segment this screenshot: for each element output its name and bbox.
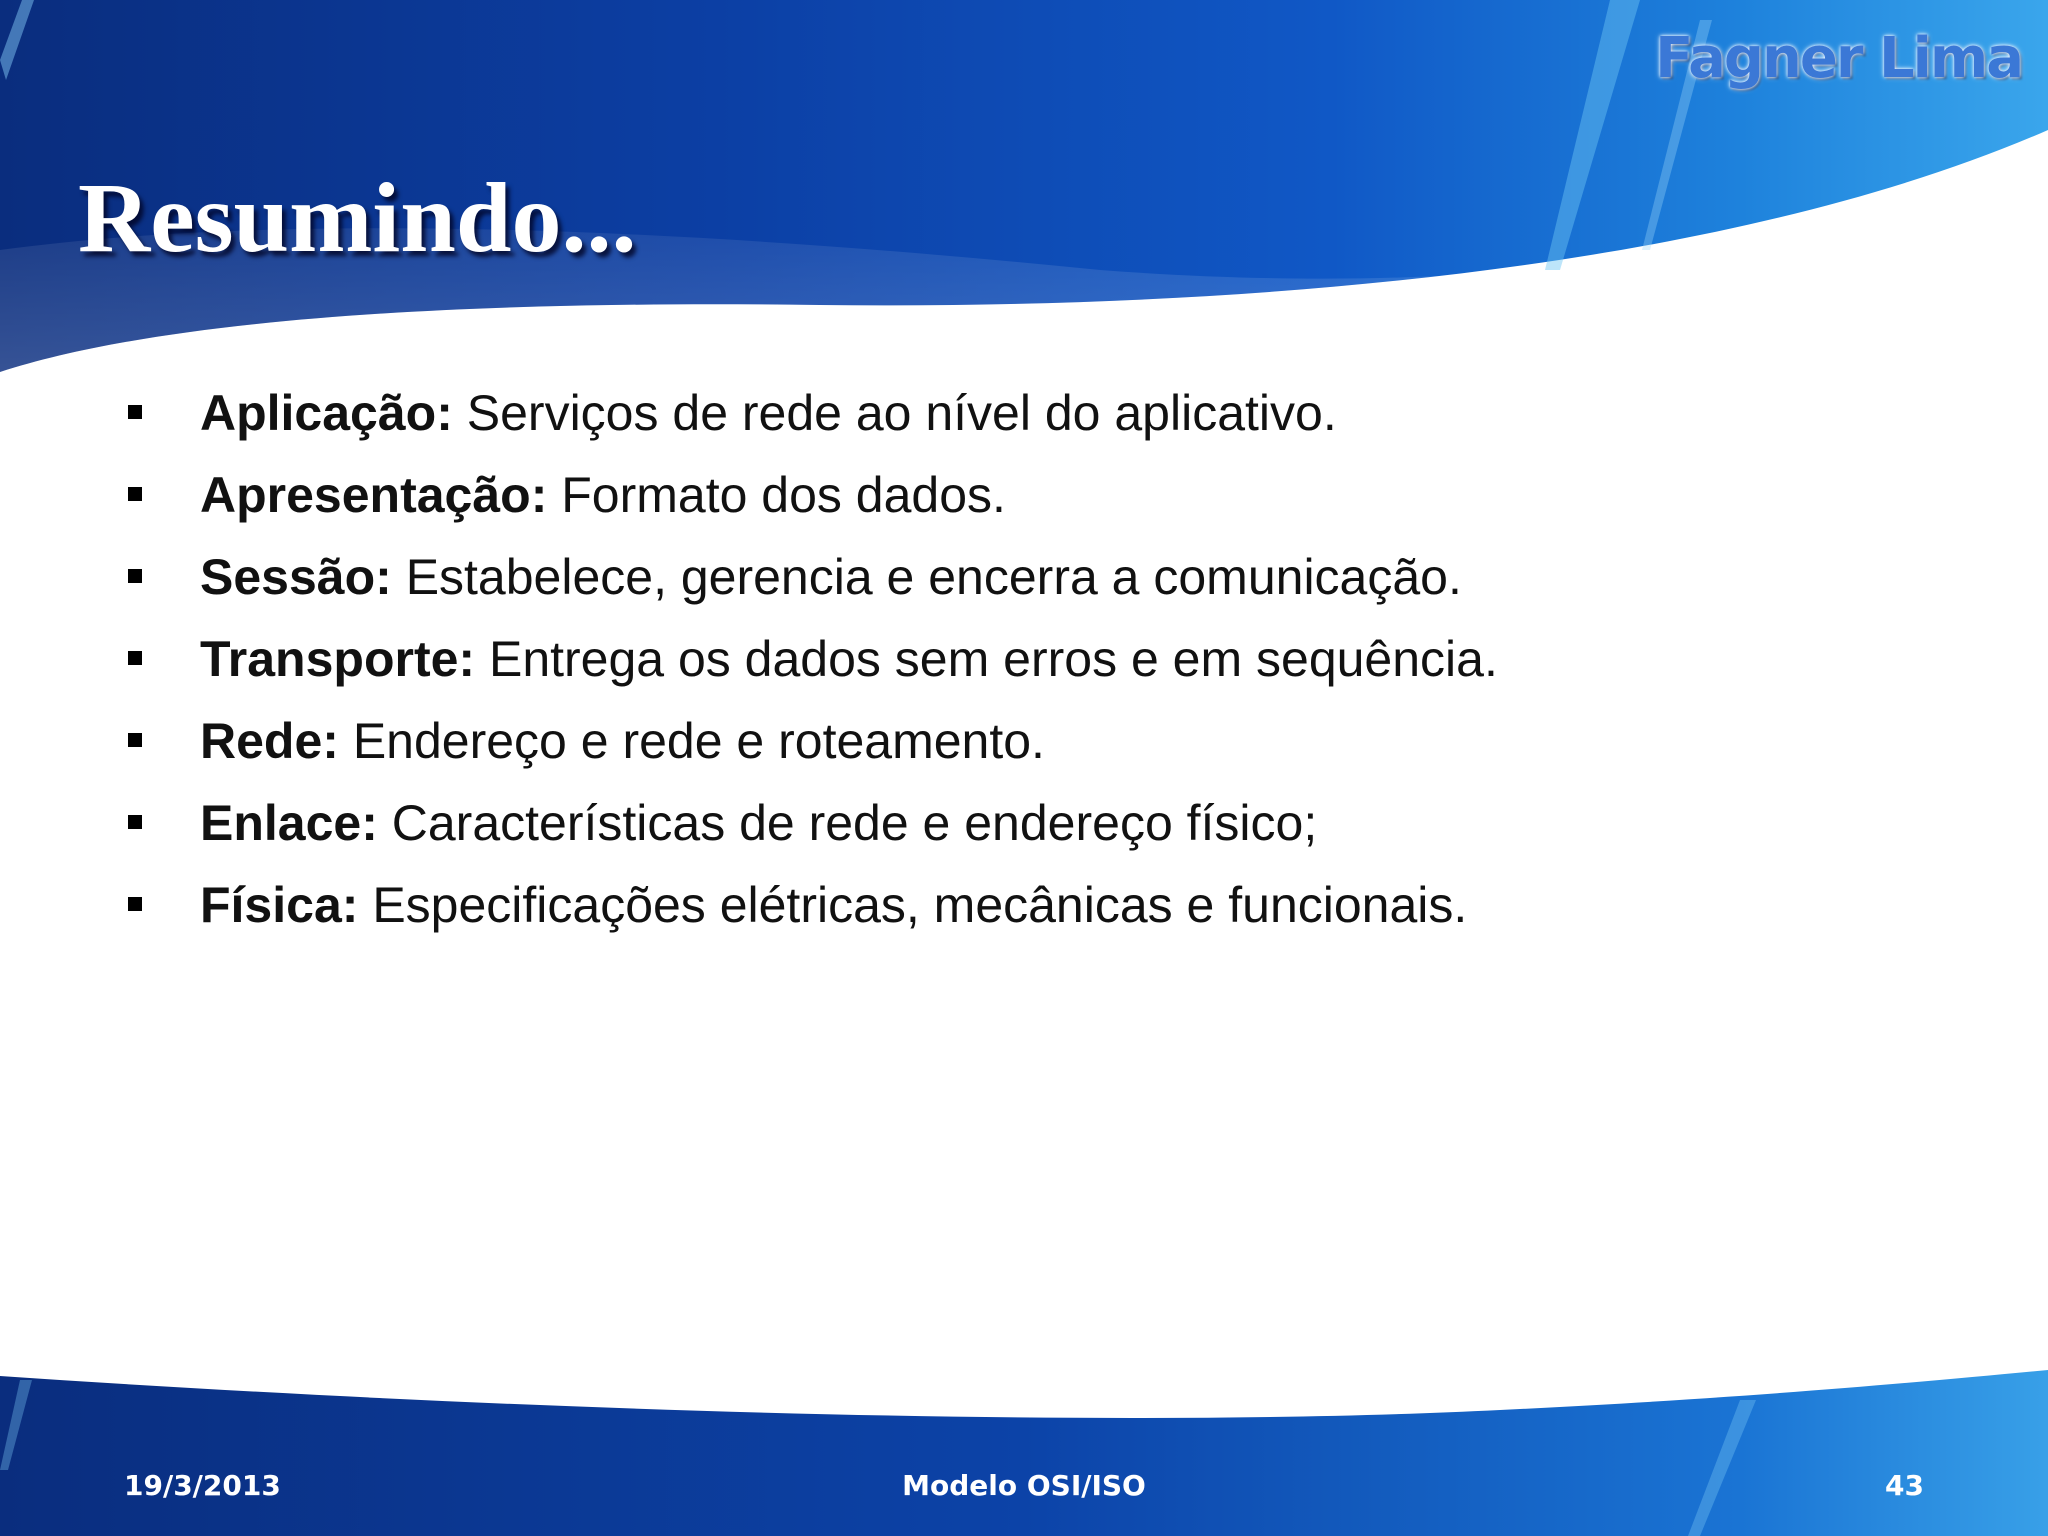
bullet-list — [126, 372, 1498, 946]
square-bullet-icon — [128, 897, 142, 911]
item-description: Formato dos dados. — [561, 467, 1006, 523]
item-description: Endereço e rede e roteamento. — [352, 713, 1045, 769]
list-item — [126, 700, 1498, 782]
list-item — [126, 618, 1498, 700]
square-bullet-icon — [128, 651, 142, 665]
square-bullet-icon — [128, 405, 142, 419]
brand-logo: Fagner Lima — [1655, 26, 2022, 91]
item-description: Características de rede e endereço físico; — [391, 795, 1318, 851]
item-term: Física: — [200, 877, 359, 933]
item-term: Rede: — [200, 713, 339, 769]
footer-date: 19/3/2013 — [124, 1469, 281, 1502]
slide-title: Resumindo... — [78, 162, 637, 273]
item-term: Sessão: — [200, 549, 392, 605]
item-term: Apresentação: — [200, 467, 548, 523]
page-number: 43 — [1885, 1469, 1924, 1502]
item-description: Entrega os dados sem erros e em sequência. — [488, 631, 1498, 687]
item-description: Estabelece, gerencia e encerra a comunicação. — [405, 549, 1462, 605]
square-bullet-icon — [128, 733, 142, 747]
item-description: Especificações elétricas, mecânicas e funcionais. — [372, 877, 1468, 933]
list-item — [126, 782, 1498, 864]
footer-topic: Modelo OSI/ISO — [902, 1469, 1146, 1502]
list-item — [126, 864, 1498, 946]
square-bullet-icon — [128, 815, 142, 829]
list-item — [126, 454, 1498, 536]
item-term: Transporte: — [200, 631, 476, 687]
list-item — [126, 536, 1498, 618]
square-bullet-icon — [128, 487, 142, 501]
list-item — [126, 372, 1498, 454]
item-description: Serviços de rede ao nível do aplicativo. — [466, 385, 1337, 441]
square-bullet-icon — [128, 569, 142, 583]
item-term: Enlace: — [200, 795, 378, 851]
item-term: Aplicação: — [200, 385, 453, 441]
footer-band — [0, 1370, 2048, 1536]
